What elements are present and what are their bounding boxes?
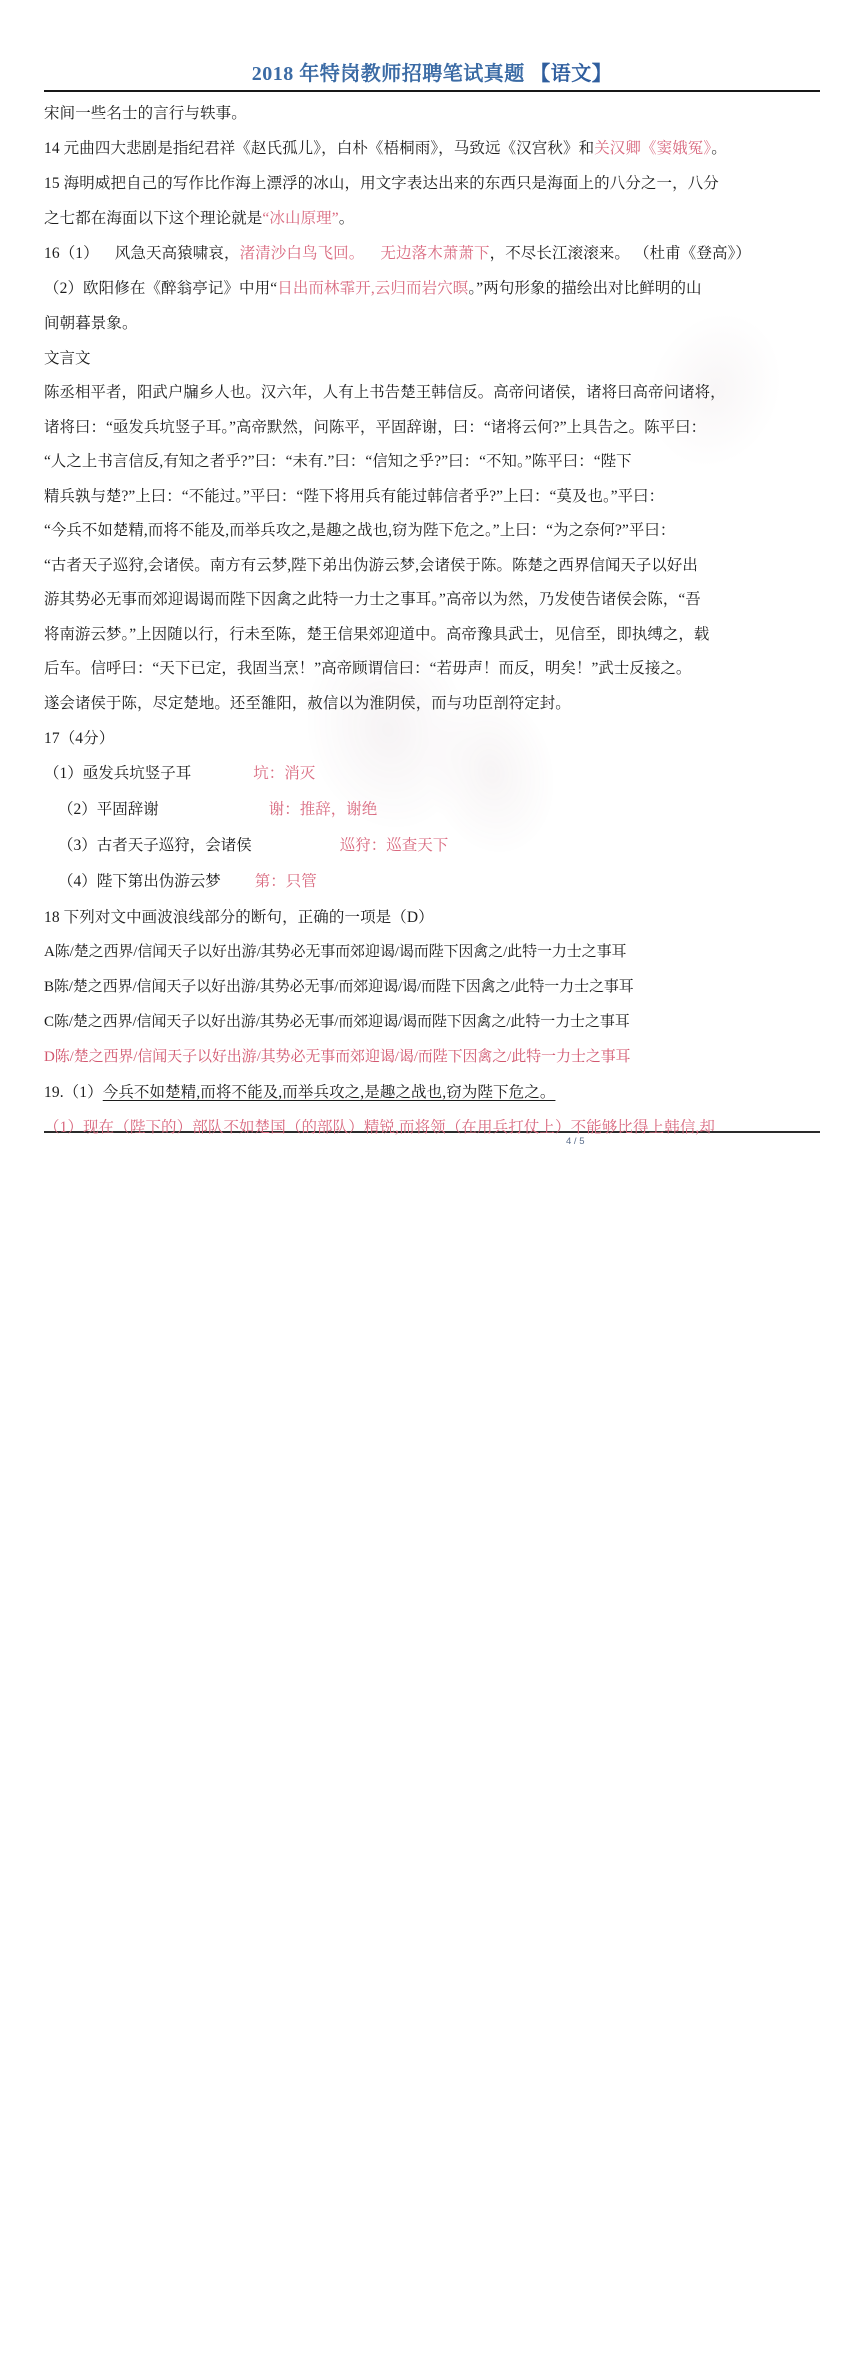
q18-choice-text: 陈/楚之西界/信闻天子以好出游/其势必无事/而郊迎谒/谒而陛下因禽之/此特一力士之事耳 <box>53 1014 630 1030</box>
q17-item-3 <box>44 828 820 864</box>
q17-item-number: （4） <box>58 873 97 890</box>
question-19-stem <box>44 1075 820 1110</box>
question-16-line-3 <box>44 306 820 341</box>
q16-answer-1: 渚清沙白鸟飞回。 <box>239 245 365 262</box>
q14-tail: 。 <box>711 140 727 157</box>
classical-passage <box>44 376 820 721</box>
q16-text-1b: 风急天高猿啸哀， <box>114 245 240 262</box>
footer-page-number: 4 / 5 <box>566 1136 864 2358</box>
q17-item-gloss: 第：只管 <box>254 873 317 890</box>
q17-item-gloss: 巡狩：巡查天下 <box>339 837 449 854</box>
q18-choice-a[interactable] <box>44 935 820 970</box>
q17-item-gloss: 谢：推辞，谢绝 <box>268 801 378 818</box>
q15-text-2a: 之七都在海面以下这个理论就是 <box>44 210 263 227</box>
q18-choice-c[interactable] <box>44 1005 820 1040</box>
q17-item-term: 陛下第出伪游云梦 <box>96 873 221 890</box>
passage-line <box>44 376 820 411</box>
title-subject: 【语文】 <box>530 63 613 85</box>
q17-item-term: 古者天子巡狩，会诸侯 <box>96 837 252 854</box>
question-18-stem <box>44 900 820 935</box>
question-16-line-1 <box>44 236 820 271</box>
q16-text-3: 间朝暮景象。 <box>44 315 138 332</box>
section-heading-label: 文言文 <box>44 350 91 367</box>
passage-text: “人之上书言信反,有知之者乎?”曰：“未有.”曰：“信知之乎?”曰：“不知。”陈平曰：“陛下 <box>44 453 632 470</box>
q18-choice-d[interactable] <box>44 1040 820 1075</box>
q16-text-2a: （2）欧阳修在《醉翁亭记》中用“ <box>44 280 278 297</box>
q16-num: 16（1） <box>44 245 99 262</box>
q17-heading-text: 17（4分） <box>44 730 115 747</box>
passage-line <box>44 652 820 687</box>
section-heading-classical-chinese <box>44 341 820 376</box>
q19-number: 19.（1） <box>44 1084 103 1101</box>
q19-answer-text: （1）现在（陛下的）部队不如楚国（的部队）精锐,而将领（在用兵打仗上）不能够比得上韩信,却 <box>44 1119 716 1136</box>
carryover-text: 宋间一些名士的言行与轶事。 <box>44 105 247 122</box>
carryover-line <box>44 96 820 131</box>
passage-text: 后车。信呼曰：“天下已定，我固当烹！”高帝顾谓信曰：“若毋声！而反，明矣！”武士反接之。 <box>44 660 692 677</box>
q17-item-gloss: 坑：消灭 <box>253 765 316 782</box>
q16-text-2b: 。”两句形象的描绘出对比鲜明的山 <box>468 280 702 297</box>
q15-text-2b: 。 <box>338 210 355 227</box>
question-14 <box>44 131 820 166</box>
passage-text: “古者天子巡狩,会诸侯。南方有云梦,陛下弟出伪游云梦,会诸侯于陈。陈楚之西界信闻天子以好出 <box>44 556 698 574</box>
q18-choice-text: 陈/楚之西界/信闻天子以好出游/其势必无事/而郊迎谒/谒/而陛下因禽之/此特一力士之事耳 <box>53 979 634 995</box>
q17-item-1 <box>44 756 820 792</box>
title-year: 2018 <box>251 63 294 85</box>
passage-line <box>44 549 820 584</box>
passage-text: 精兵孰与楚?”上曰：“不能过。”平曰：“陛下将用兵有能过韩信者乎?”上曰：“莫及也。”平曰： <box>44 487 665 505</box>
passage-line <box>44 583 820 618</box>
q19-underlined-sentence: 今兵不如楚精,而将不能及,而举兵攻之,是趣之战也,窃为陛下危之。 <box>102 1084 556 1101</box>
q18-choice-label: B <box>44 979 54 995</box>
passage-text: 将南游云梦。”上因随以行，行未至陈，楚王信果郊迎道中。高帝豫具武士，见信至，即执缚之，载 <box>44 625 710 643</box>
q17-item-4 <box>44 864 820 900</box>
passage-text: 诸将曰：“亟发兵坑竖子耳。”高帝默然，问陈平，平固辞谢，曰：“诸将云何?”上具告之。陈平曰： <box>44 418 707 436</box>
passage-text: 遂会诸侯于陈，尽定楚地。还至雒阳，赦信以为淮阴侯，而与功臣剖符定封。 <box>44 694 571 712</box>
passage-text: “今兵不如楚精,而将不能及,而举兵攻之,是趣之战也,窃为陛下危之。”上曰：“为之奈何?”平曰： <box>44 522 676 539</box>
passage-text: 陈丞相平者，阳武户牖乡人也。汉六年，人有上书告楚王韩信反。高帝问诸侯，诸将曰高帝问诸将， <box>44 384 726 401</box>
q16-answer-3: 日出而林霏开,云归而岩穴暝 <box>277 280 469 297</box>
q15-answer: “冰山原理” <box>262 210 339 227</box>
document-body <box>44 96 820 1145</box>
q17-item-number: （1） <box>44 765 83 782</box>
q18-stem-text: 18 下列对文中画波浪线部分的断句，正确的一项是（D） <box>44 909 434 926</box>
q17-item-number: （3） <box>58 837 97 854</box>
q18-choice-label: A <box>44 944 55 960</box>
page-title <box>0 57 864 86</box>
q15-text-1: 15 海明威把自己的写作比作海上漂浮的冰山，用文字表达出来的东西只是海面上的八分之一，八分 <box>44 175 719 192</box>
question-17-heading <box>44 721 820 756</box>
passage-line <box>44 445 820 480</box>
q16-text-1c: ，不尽长江滚滚来。 （杜甫《登高》） <box>489 245 752 262</box>
question-15-line-2 <box>44 201 820 236</box>
document-header <box>0 0 864 92</box>
q17-item-term: 亟发兵坑竖子耳 <box>82 765 192 782</box>
q18-choice-label: D <box>44 1049 55 1065</box>
q18-choice-text: 陈/楚之西界/信闻天子以好出游/其势必无事而郊迎谒/谒/而陛下因禽之/此特一力士之事耳 <box>54 1049 631 1065</box>
q16-answer-2: 无边落木萧萧下 <box>380 245 490 262</box>
passage-line <box>44 618 820 653</box>
title-main: 年特岗教师招聘笔试真题 <box>293 63 531 85</box>
passage-line <box>44 687 820 722</box>
question-16-line-2 <box>44 271 820 306</box>
q18-choice-label: C <box>44 1014 54 1030</box>
passage-line <box>44 411 820 446</box>
passage-text: 游其势必无事而郊迎谒谒而陛下因禽之此特一力士之事耳。”高帝以为然，乃发使告诸侯会陈，“吾 <box>44 591 701 608</box>
passage-line <box>44 480 820 515</box>
question-19-answer <box>44 1110 820 1145</box>
header-divider <box>44 90 820 92</box>
q18-choice-text: 陈/楚之西界/信闻天子以好出游/其势必无事而郊迎谒/谒而陛下因禽之/此特一力士之事耳 <box>54 944 627 960</box>
q17-item-number: （2） <box>58 801 97 818</box>
passage-line <box>44 514 820 549</box>
question-15-line-1 <box>44 166 820 201</box>
q18-choice-b[interactable] <box>44 970 820 1005</box>
q14-answer: 关汉卿《窦娥冤》 <box>594 140 712 157</box>
q14-stem: 14 元曲四大悲剧是指纪君祥《赵氏孤儿》，白朴《梧桐雨》，马致远《汉宫秋》和 <box>44 140 595 157</box>
q17-item-2 <box>44 792 820 828</box>
q17-item-term: 平固辞谢 <box>96 801 159 818</box>
